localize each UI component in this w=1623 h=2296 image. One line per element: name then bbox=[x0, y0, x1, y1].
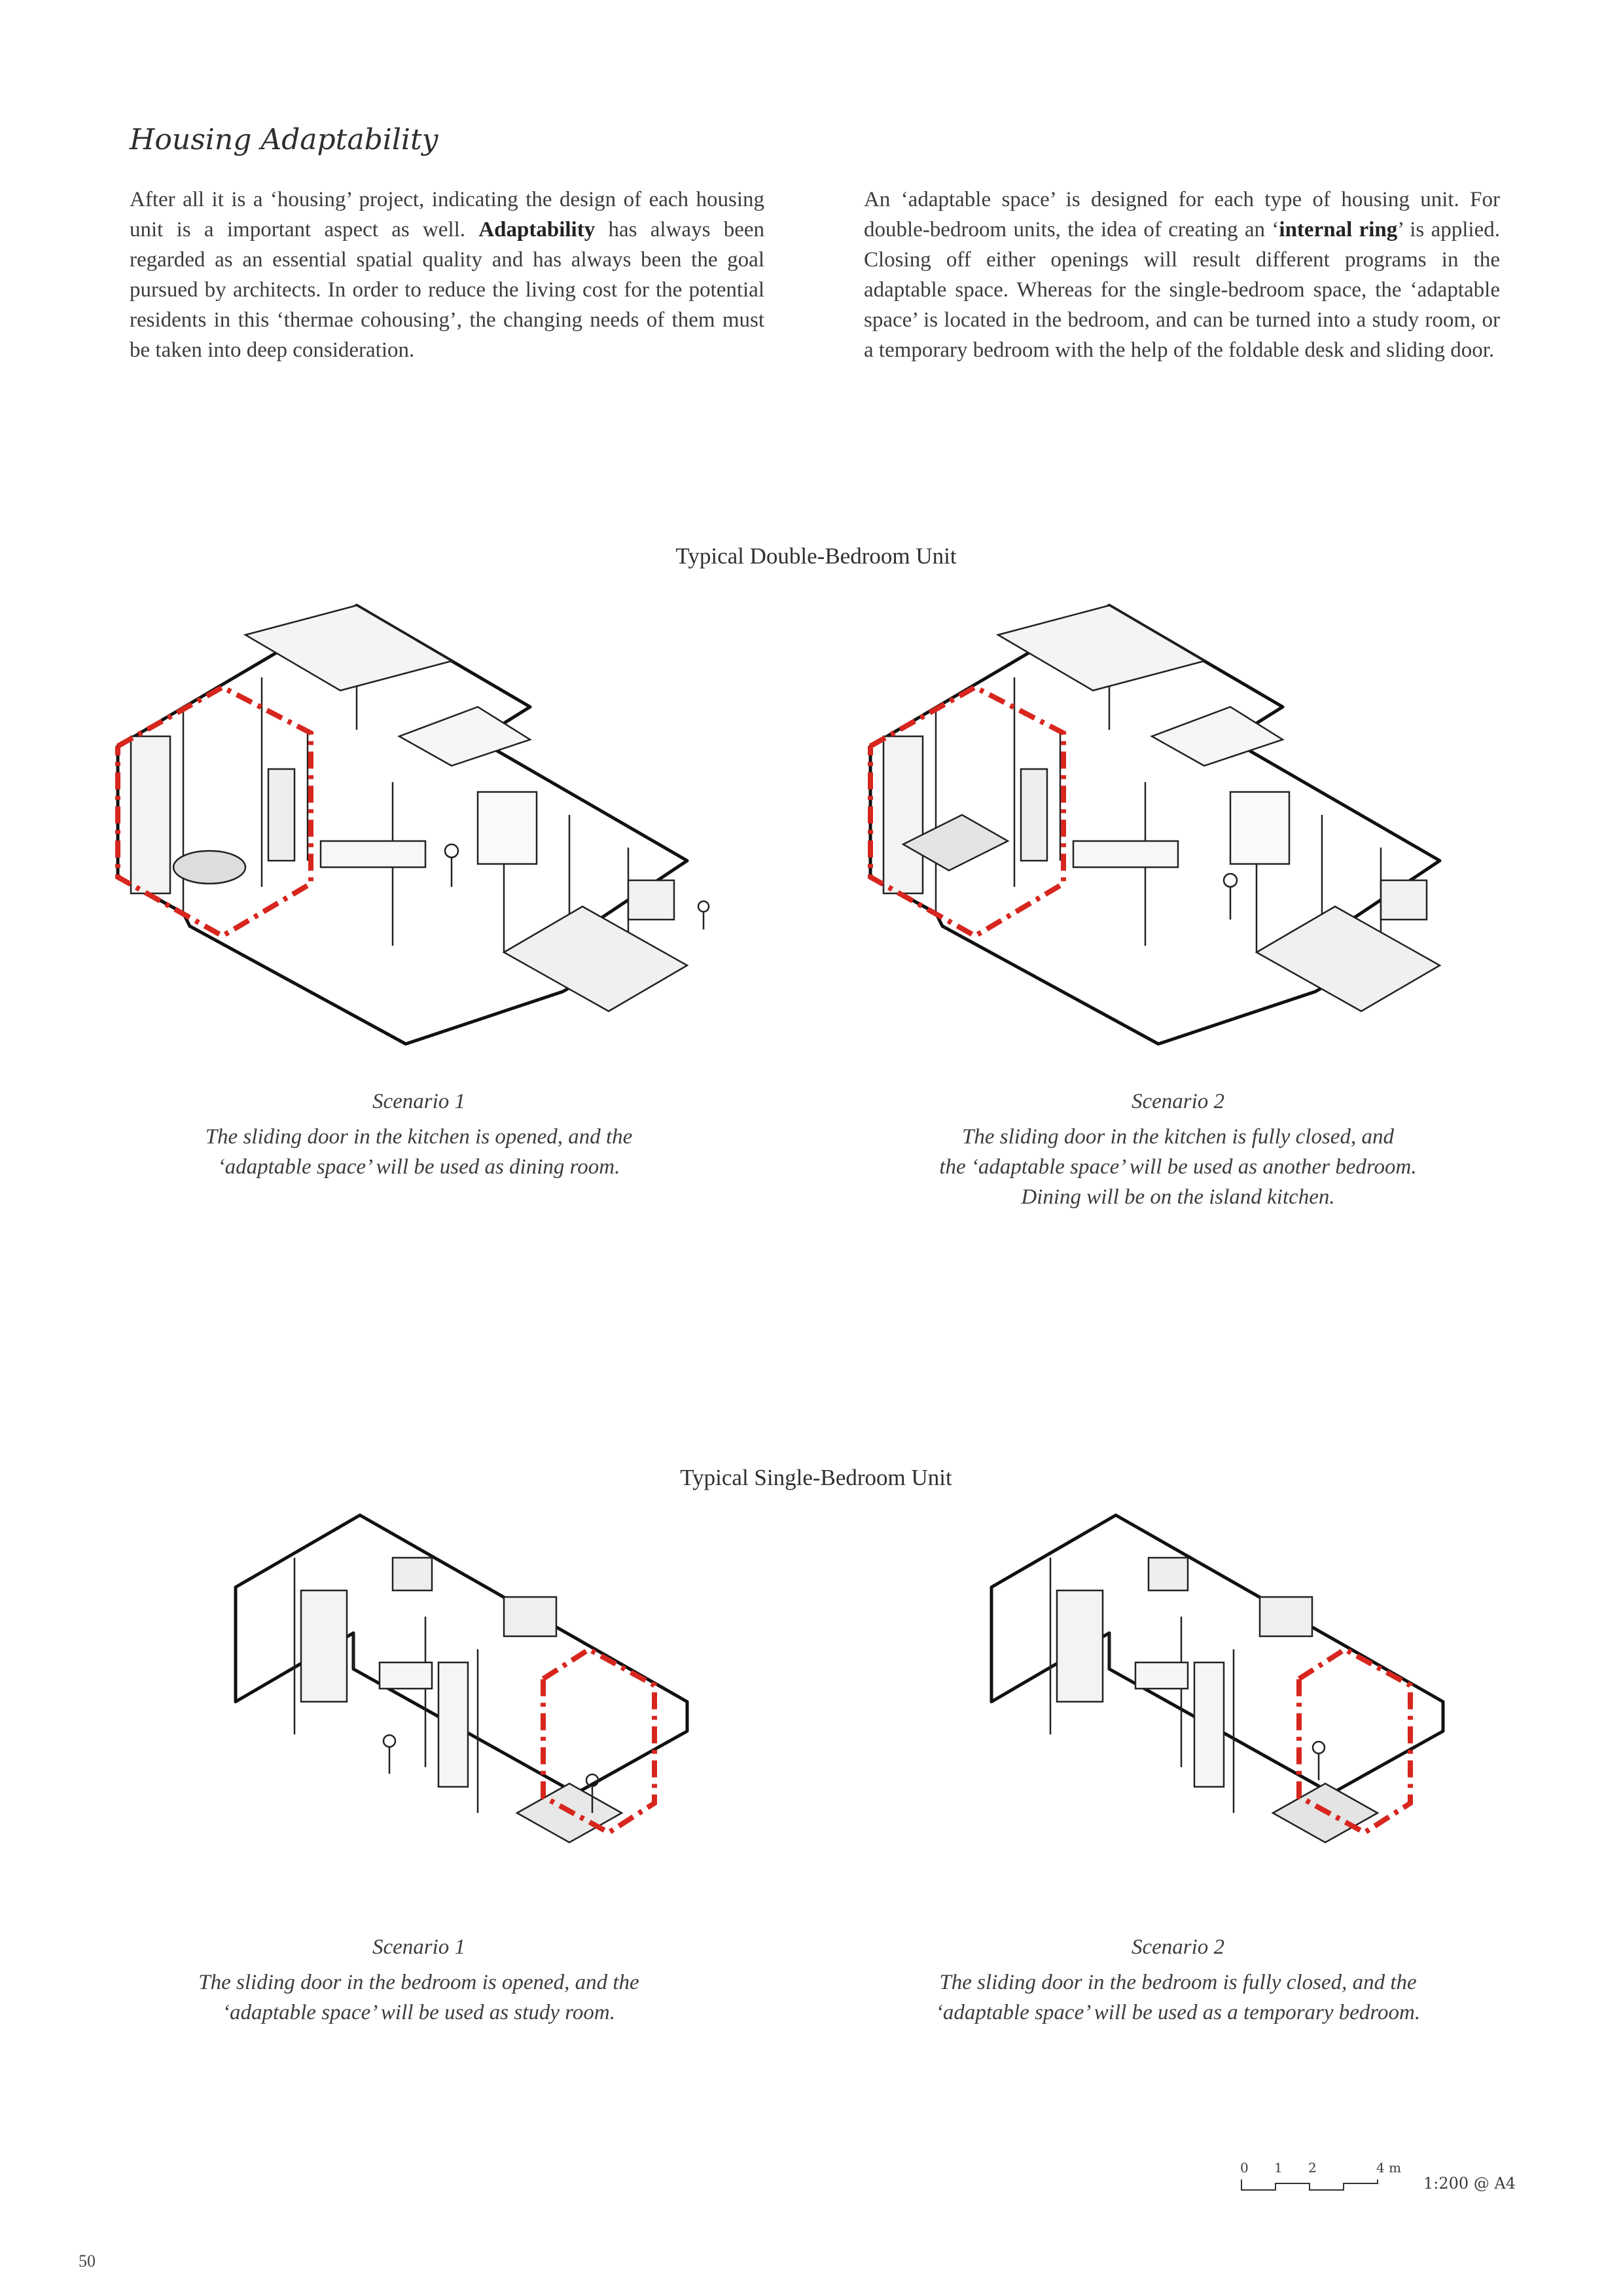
intro-left-text-1: After all it is a ‘housing’ project, indicating the design of each housing unit is a important aspect as well. bbox=[130, 188, 764, 242]
double-scenario1-title: Scenario 1 bbox=[372, 1090, 466, 1113]
single-scenario2-caption bbox=[883, 1932, 1472, 2028]
single-scenario1-line1: The sliding door in the bedroom is opened, and the bbox=[198, 1971, 639, 1994]
page-title: Housing Adaptability bbox=[130, 123, 438, 156]
double-scenario2-title: Scenario 2 bbox=[1131, 1090, 1225, 1113]
double-unit-scenario2-drawing bbox=[864, 599, 1531, 1057]
double-scenario2-caption bbox=[883, 1086, 1472, 1212]
scale-tick-0: 0 bbox=[1240, 2160, 1249, 2176]
single-unit-title: Typical Single-Bedroom Unit bbox=[680, 1465, 952, 1490]
scale-ratio: 1:200 @ A4 bbox=[1423, 2174, 1516, 2193]
single-scenario1-caption bbox=[124, 1932, 713, 2028]
scale-tick-1: 1 bbox=[1274, 2160, 1283, 2176]
single-scenario2-title: Scenario 2 bbox=[1131, 1935, 1225, 1959]
intro-right-text-2: ’ is applied. Closing off either openings will result different programs in the adaptable space. Whereas for the single-bedroom space, the ‘adaptable space’ is located in the bedroom, and can be turned into a study room, or a temporary bedroom with the help of the foldable desk and sliding door. bbox=[864, 218, 1500, 362]
double-unit-title: Typical Double-Bedroom Unit bbox=[675, 543, 957, 569]
double-scenario1-line2: ‘adaptable space’ will be used as dining room. bbox=[217, 1155, 620, 1179]
double-scenario2-line3: Dining will be on the island kitchen. bbox=[1021, 1185, 1335, 1209]
single-unit-scenario1-drawing bbox=[229, 1505, 700, 1885]
double-scenario2-line2: the ‘adaptable space’ will be used as another bedroom. bbox=[939, 1155, 1417, 1179]
scale-tick-2: 2 bbox=[1308, 2160, 1317, 2176]
scale-bar bbox=[1240, 2160, 1522, 2199]
double-unit-scenario1-drawing bbox=[111, 599, 779, 1057]
page-number: 50 bbox=[79, 2251, 96, 2270]
double-scenario1-caption bbox=[124, 1086, 713, 1182]
intro-right-text-1: An ‘adaptable space’ is designed for each type of housing unit. For double-bedroom units, the idea of creating an ‘ bbox=[864, 188, 1500, 242]
scale-bar-graphic bbox=[1240, 2177, 1391, 2193]
scale-tick-4m: 4 m bbox=[1376, 2160, 1402, 2176]
single-scenario2-line2: ‘adaptable space’ will be used as a temporary bedroom. bbox=[935, 2001, 1421, 2024]
double-scenario1-line1: The sliding door in the kitchen is opened, and the bbox=[205, 1125, 633, 1149]
double-scenario2-line1: The sliding door in the kitchen is fully closed, and bbox=[962, 1125, 1394, 1149]
intro-paragraph-right bbox=[864, 185, 1500, 365]
single-scenario2-line1: The sliding door in the bedroom is fully closed, and the bbox=[939, 1971, 1417, 1994]
intro-left-text-2: has always been regarded as an essential spatial quality and has always been the goal pursued by architects. In order to reduce the living cost for the potential residents in this ‘thermae cohousing’, the changing needs of them must be taken into deep consideration. bbox=[130, 218, 765, 362]
single-scenario1-line2: ‘adaptable space’ will be used as study room. bbox=[222, 2001, 616, 2024]
intro-left-bold: Adaptability bbox=[478, 218, 596, 242]
single-unit-scenario2-drawing bbox=[985, 1505, 1456, 1885]
intro-paragraph-left bbox=[130, 185, 764, 365]
single-scenario1-title: Scenario 1 bbox=[372, 1935, 466, 1959]
intro-right-bold: internal ring bbox=[1279, 218, 1398, 242]
